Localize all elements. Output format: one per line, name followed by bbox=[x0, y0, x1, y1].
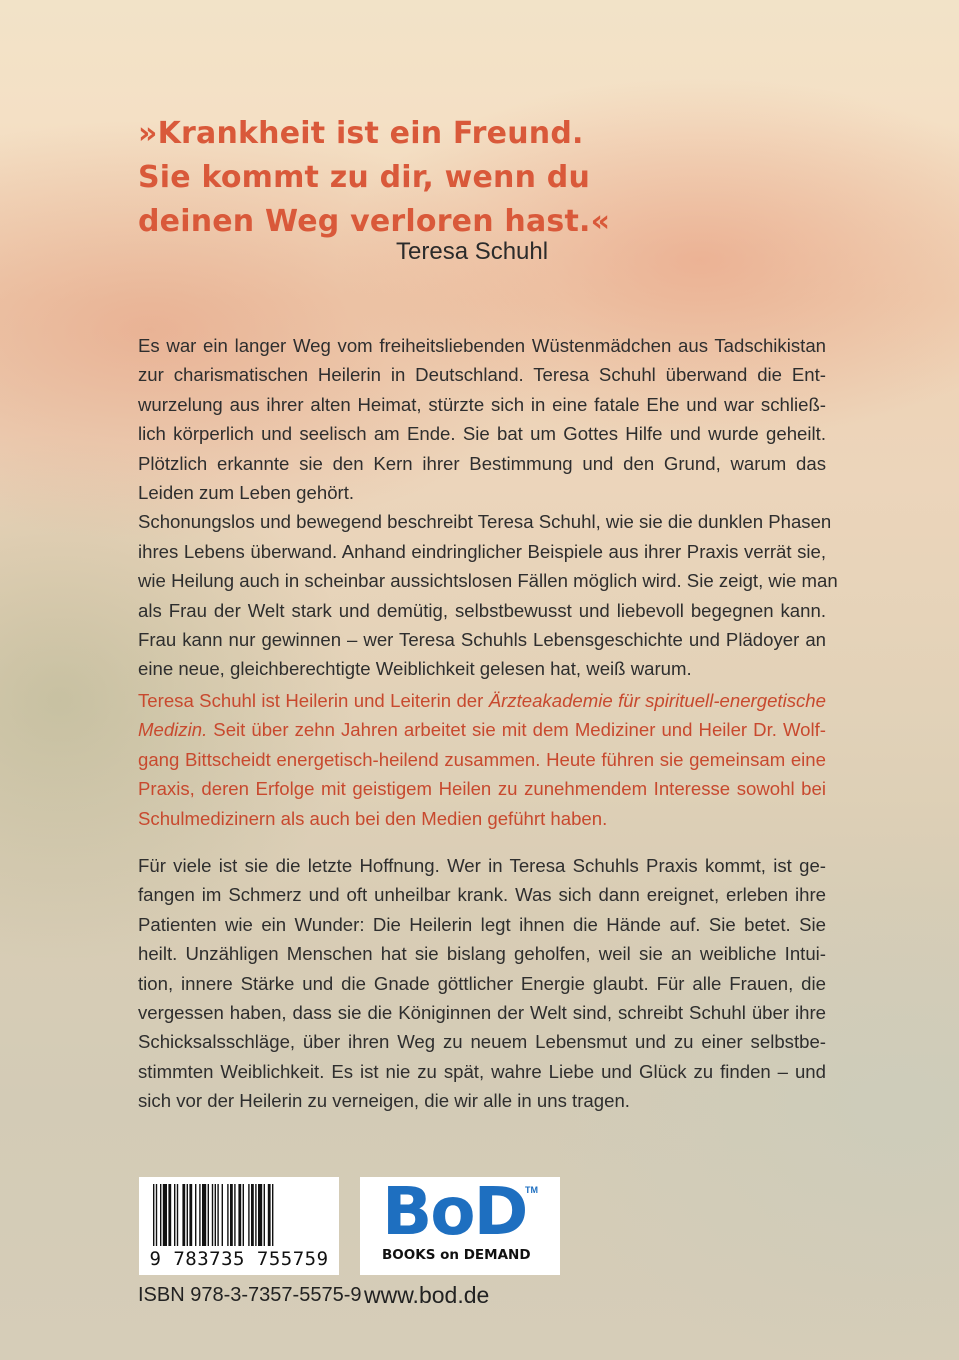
publisher-logo bbox=[360, 1173, 560, 1275]
text-line: lich körperlich und seelisch am Ende. Sie bat um Gottes Hilfe und wurde geheilt. bbox=[138, 423, 826, 445]
text-line: Es war ein langer Weg vom freiheitsliebenden Wüstenmädchen aus Tadschikistan bbox=[138, 335, 826, 356]
academy-name: Ärzteakademie für spirituell-energetische bbox=[488, 690, 826, 711]
barcode-bar bbox=[163, 1184, 167, 1246]
barcode-bar bbox=[189, 1184, 192, 1246]
barcode-bars bbox=[153, 1184, 325, 1248]
barcode-bar bbox=[264, 1184, 265, 1246]
text-line: Schulmedizinern als auch bei den Medien geführt haben. bbox=[138, 807, 608, 829]
barcode-bar bbox=[222, 1184, 223, 1246]
blurb-paragraph bbox=[138, 331, 838, 684]
isbn-number: ISBN 978-3-7357-5575-9 bbox=[138, 1284, 362, 1306]
text-line: Für viele ist sie die letzte Hoffnung. Wer in Teresa Schuhls Praxis kommt, ist ge- bbox=[138, 855, 826, 876]
barcode-bar bbox=[248, 1184, 249, 1246]
barcode-bar bbox=[215, 1184, 216, 1246]
barcode-bar bbox=[217, 1184, 218, 1246]
barcode-bar bbox=[187, 1184, 188, 1246]
text-line: vergessen haben, dass sie die Königinnen der Welt sind, schreibt Schuhl über ihre bbox=[138, 1002, 826, 1024]
publisher-subtitle: BOOKS on DEMAND bbox=[382, 1247, 531, 1263]
barcode-bar bbox=[168, 1184, 171, 1246]
bio-text: Seit über zehn Jahren arbeitet sie mit dem Mediziner und Heiler Dr. Wolf- bbox=[207, 719, 826, 741]
quote-line: Sie kommt zu dir, wenn du bbox=[138, 160, 591, 195]
text-line: Patienten wie ein Wunder: Die Heilerin legt ihnen die Hände auf. Sie betet. Sie bbox=[138, 913, 826, 935]
text-line: heilt. Unzähligen Menschen hat sie bislang geholfen, weil sie an weibliche Intui- bbox=[138, 943, 826, 965]
publisher-url: www.bod.de bbox=[364, 1282, 490, 1308]
quote-line: deinen Weg verloren hast.« bbox=[138, 204, 611, 239]
barcode-bar bbox=[255, 1184, 256, 1246]
barcode-bar bbox=[182, 1184, 185, 1246]
text-line: Schicksalsschläge, über ihren Weg zu neuem Lebensmut und zu einer selbstbe- bbox=[138, 1031, 826, 1053]
text-line: Praxis, deren Erfolge mit geistigem Heilen zu zunehmendem Interesse sowohl bei bbox=[138, 778, 826, 800]
barcode-bar bbox=[156, 1184, 157, 1246]
barcode-bar bbox=[202, 1184, 206, 1246]
text-line: Frau kann nur gewinnen – wer Teresa Schuhls Lebensgeschichte und Plädoyer an bbox=[138, 629, 826, 651]
text-line: eine neue, gleichberechtigte Weiblichkeit gelesen hat, weiß warum. bbox=[138, 658, 692, 680]
barcode-bar bbox=[272, 1184, 273, 1246]
text-line: gang Bittscheidt energetisch-heilend zusammen. Heute führen sie gemeinsam eine bbox=[138, 748, 826, 770]
text-line: wurzelung aus ihrer alten Heimat, stürzte sich in eine fatale Ehe und war schließ- bbox=[138, 393, 826, 415]
barcode-bar bbox=[177, 1184, 178, 1246]
cover-quote bbox=[138, 112, 698, 244]
quote-author: Teresa Schuhl bbox=[396, 238, 549, 265]
text-line: tion, innere Stärke und die Gnade göttlicher Energie glaubt. Für alle Frauen, die bbox=[138, 972, 826, 994]
trademark-mark: TM bbox=[525, 1185, 538, 1195]
text-line: Schonungslos und bewegend beschreibt Teresa Schuhl, wie sie die dunklen Phasen bbox=[138, 511, 832, 533]
barcode-bar bbox=[195, 1184, 196, 1246]
text-line: Plötzlich erkannte sie den Kern ihrer Bestimmung und den Grund, warum das bbox=[138, 452, 826, 474]
closing-paragraph bbox=[138, 851, 826, 1116]
barcode-digits: 9 783735 755759 bbox=[149, 1248, 329, 1270]
text-line: ihres Lebens überwand. Anhand eindringlicher Beispiele aus ihrer Praxis verrät sie, bbox=[138, 540, 826, 562]
barcode-bar bbox=[208, 1184, 209, 1246]
quote-line: »Krankheit ist ein Freund. bbox=[138, 116, 584, 151]
barcode-bar bbox=[153, 1184, 154, 1246]
barcode-bar bbox=[258, 1184, 262, 1246]
text-line: wie Heilung auch in scheinbar aussichtslosen Fällen möglich wird. Sie zeigt, wie man bbox=[138, 570, 838, 592]
text-line bbox=[138, 715, 826, 744]
text-line: zur charismatischen Heilerin in Deutschland. Teresa Schuhl überwand die Ent- bbox=[138, 364, 826, 386]
barcode-bar bbox=[243, 1184, 244, 1246]
barcode-bar bbox=[199, 1184, 200, 1246]
barcode-bar bbox=[174, 1184, 175, 1246]
bod-logo-text: BoD bbox=[382, 1173, 527, 1250]
barcode-bar bbox=[230, 1184, 233, 1246]
text-line: stimmten Weiblichkeit. Es ist nie zu spät, wahre Liebe und Glück zu finden – und bbox=[138, 1060, 826, 1082]
text-line: Leiden zum Leben gehört. bbox=[138, 482, 355, 504]
academy-name-end: Medizin. bbox=[138, 719, 208, 741]
isbn-barcode bbox=[139, 1177, 339, 1275]
text-line bbox=[138, 686, 826, 715]
barcode-bar bbox=[160, 1184, 161, 1246]
barcode-bar bbox=[227, 1184, 228, 1246]
barcode-bar bbox=[234, 1184, 235, 1246]
barcode-bar bbox=[268, 1184, 271, 1246]
text-line: als Frau der Welt stark und demütig, selbstbewusst und liebevoll begegnen kann. bbox=[138, 599, 826, 621]
barcode-bar bbox=[251, 1184, 254, 1246]
bio-text: Teresa Schuhl ist Heilerin und Leiterin der bbox=[138, 690, 489, 711]
text-line: fangen im Schmerz und oft unheilbar krank. Was sich dann ereignet, erleben ihre bbox=[138, 884, 826, 906]
text-line: sich vor der Heilerin zu verneigen, die wir alle in uns tragen. bbox=[138, 1090, 630, 1112]
barcode-bar bbox=[238, 1184, 241, 1246]
barcode-bar bbox=[212, 1184, 213, 1246]
author-bio-paragraph bbox=[138, 686, 826, 833]
